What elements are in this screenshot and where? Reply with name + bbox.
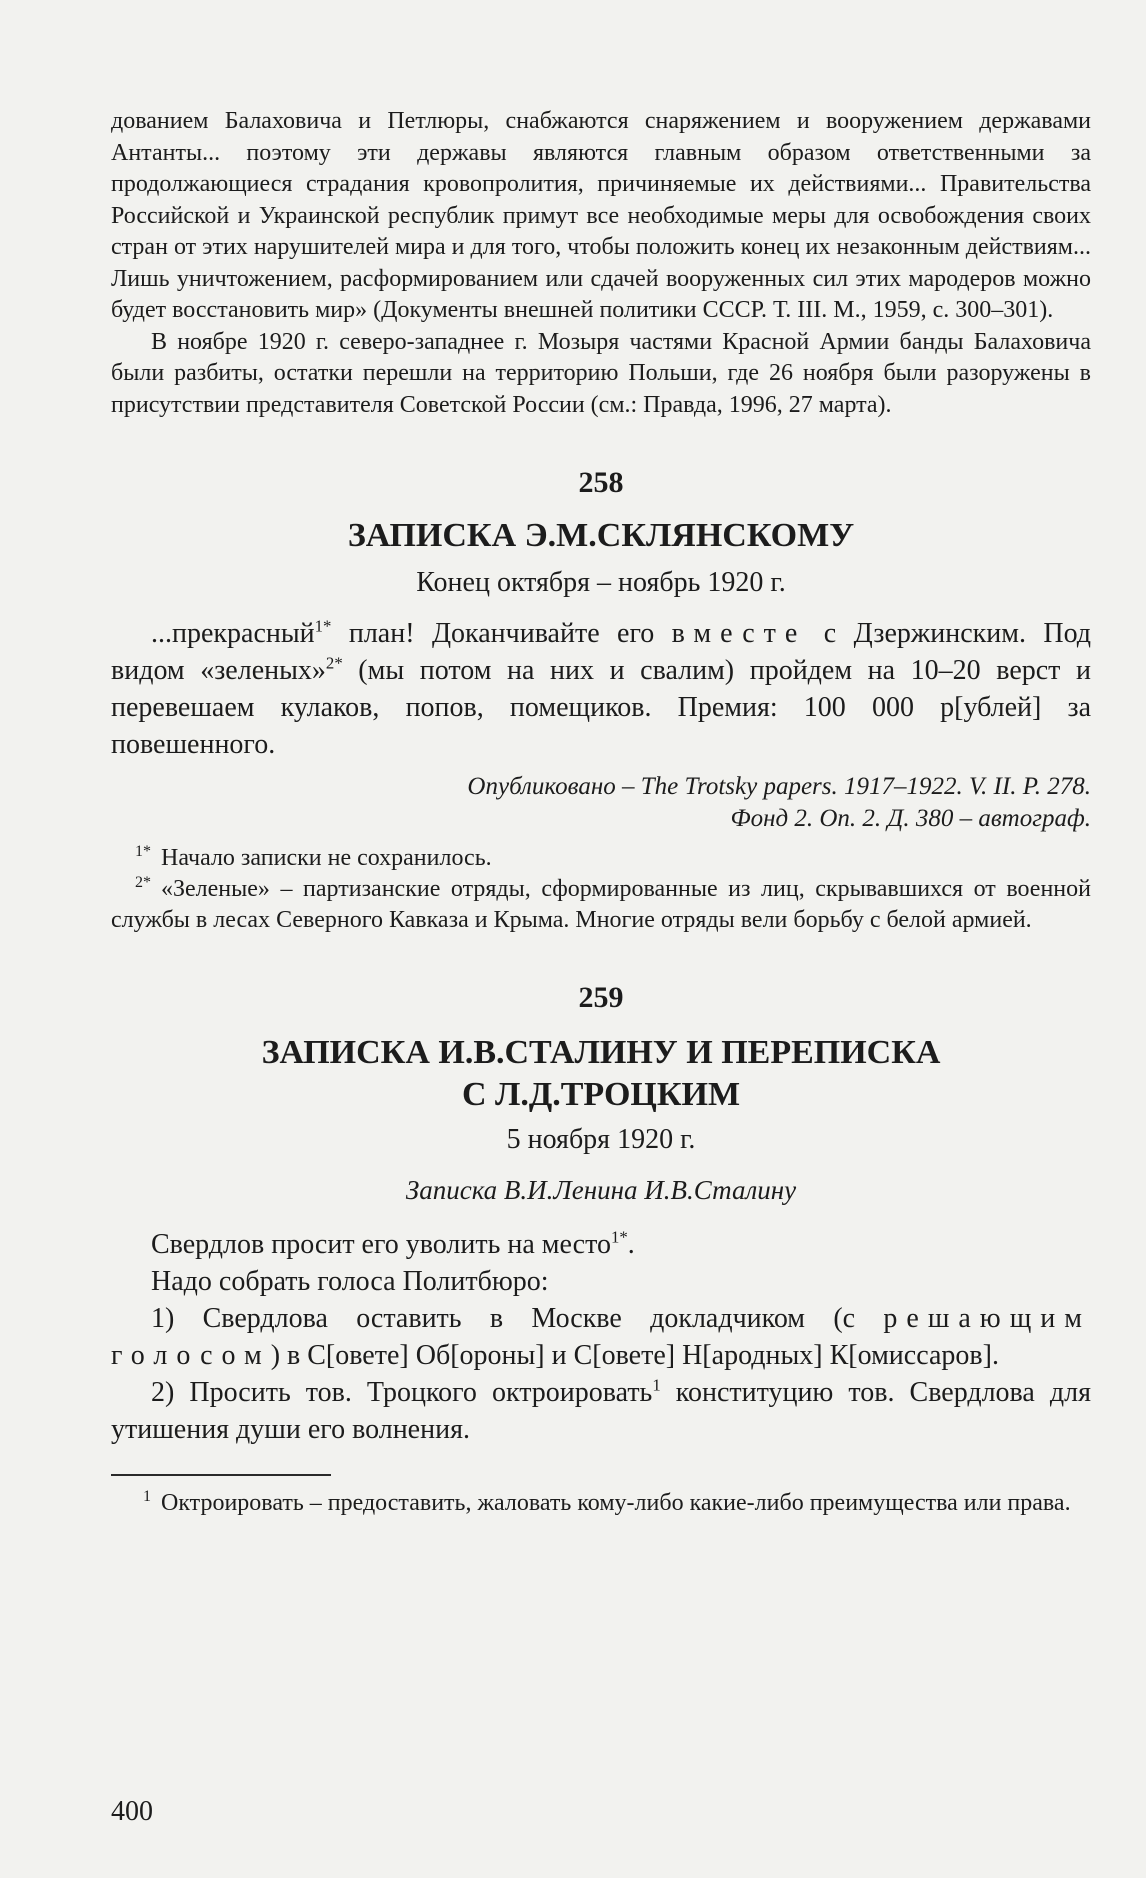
spaced-word: вместе xyxy=(671,618,807,649)
page-body xyxy=(111,106,1091,1519)
doc-259-line-4: 2) Просить тов. Троцкого октроировать$^1$ конституцию тов. Свердлова для утишения души его волнения. xyxy=(111,1375,1091,1445)
footnote-ref-4: 1 xyxy=(652,1375,661,1395)
doc-258-footnote-2: 2* «Зеленые» – партизанские отряды, сформированные из лиц, скрывавшихся от военной службы в лесах Северного Кавказа и Крыма. Многие отряды вели борьбу с белой армией. xyxy=(111,874,1091,933)
doc-259-number: 259 xyxy=(578,981,624,1014)
intro-paragraph-2: В ноябре 1920 г. северо-западнее г. Мозыря частями Красной Армии банды Балаховича были разбиты, остатки перешли на территорию Польши, где 26 ноября были разоружены в присутствии представителя Советской России (см.: Правда, 1996, 27 марта). xyxy=(111,328,1091,418)
doc-258-title: ЗАПИСКА Э.М.СКЛЯНСКОМУ xyxy=(347,517,855,554)
doc-259-date: 5 ноября 1920 г. xyxy=(506,1124,696,1155)
footnote-ref-1: 1* xyxy=(314,616,332,636)
intro-paragraph-1: дованием Балаховича и Петлюры, снабжаются снаряжением и вооружением державами Антанты... поэтому эти державы являются главным образом ответственными за продолжающиеся страдания кровопролития, причиняемые их действиями... Правительства Российской и Украинской республик примут все необходимые меры для освобождения своих стран от этих нарушителей мира и для того, чтобы положить конец их незаконным действиям... Лишь уничтожением, расформированием или сдачей вооруженных сил этих мародеров можно будет восстановить мир» (Документы внешней политики СССР. Т. III. М., 1959, с. 300–301). xyxy=(111,108,1091,323)
doc-258-number: 258 xyxy=(578,466,624,499)
spaced-phrase: решающим голосом xyxy=(111,1303,1091,1371)
footnote-ref-2: 2* xyxy=(325,653,343,673)
doc-259-line-3: 1) Свердлова оставить в Москве докладчиком (с решающим голосом) в С[овете] Об[ороны] и С[овете] Н[ародных] К[омиссаров]. xyxy=(111,1303,1091,1371)
doc-259-title-line-1: ЗАПИСКА И.В.СТАЛИНУ И ПЕРЕПИСКА xyxy=(261,1034,941,1071)
doc-259-line-2: Надо собрать голоса Политбюро: xyxy=(151,1266,549,1297)
doc-258-date: Конец октября – ноябрь 1920 г. xyxy=(416,567,786,598)
doc-258-text: ...прекрасный$^{1*}$ план! Доканчивайте его вместе с Дзержинским. Под видом «зеленых»$^{2*}$ (мы потом на них и свалим) пройдем на 10–20 верст и перевешаем кулаков, попов, помещиков. Премия: 100 000 р[ублей] за повешенного. xyxy=(111,616,1092,760)
doc-258-source-archive: Фонд 2. Оп. 2. Д. 380 – автограф. xyxy=(730,805,1091,832)
doc-258-footnote-1: 1* Начало записки не сохранилось. xyxy=(135,843,492,871)
doc-259-subtitle: Записка В.И.Ленина И.В.Сталину xyxy=(405,1175,797,1205)
page-number: 400 xyxy=(111,1796,153,1827)
footnote-ref-3: 1* xyxy=(610,1227,628,1247)
doc-259-line-1: Свердлов просит его уволить на место$^{1*}$. xyxy=(151,1227,635,1260)
doc-259-title-line-2: С Л.Д.ТРОЦКИМ xyxy=(461,1076,741,1113)
doc-259-footnote: 1 Октроировать – предоставить, жаловать кому-либо какие-либо преимущества или права. xyxy=(143,1488,1071,1516)
doc-258-source-published: Опубликовано – The Trotsky papers. 1917–1922. V. II. P. 278. xyxy=(467,773,1091,800)
